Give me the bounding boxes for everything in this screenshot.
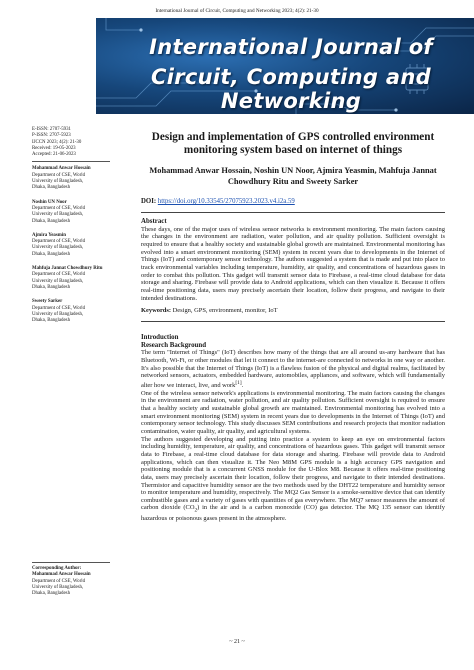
affiliation-name: Ajmira Yeasmin bbox=[32, 232, 66, 238]
divider bbox=[141, 212, 445, 213]
affiliation-line: Department of CSE, World bbox=[32, 172, 86, 178]
affiliation-line: Dhaka, Bangladesh bbox=[32, 318, 71, 324]
doi-link[interactable]: https://doi.org/10.33545/27075923.2023.v4.i2a.59 bbox=[157, 198, 295, 206]
affiliation-block bbox=[32, 233, 124, 258]
divider bbox=[141, 321, 445, 322]
p-issn: P-ISSN: 2707-5923 bbox=[32, 133, 71, 139]
article-body bbox=[141, 131, 445, 523]
introduction-heading: Introduction bbox=[141, 333, 179, 341]
affiliation-line: Dhaka, Bangladesh bbox=[32, 185, 71, 191]
affiliation-name: Mahfuja Jannat Chowdhury Ritu bbox=[32, 266, 103, 272]
affiliation-line: Department of CSE, World bbox=[32, 239, 86, 245]
paragraph-text: ) in the air and is a carbon monoxide (CO) gas detector. The MQ 135 sensor can identify hazardous or poisonous gases present in the atmosphere. bbox=[141, 504, 445, 523]
divider bbox=[32, 161, 110, 162]
keywords-text: Design, GPS, environment, monitor, IoT bbox=[172, 307, 278, 315]
corresponding-line: Dhaka, Bangladesh bbox=[32, 591, 71, 597]
page-number: ~ 21 ~ bbox=[229, 639, 245, 645]
affiliation-line: Department of CSE, World bbox=[32, 205, 86, 211]
corresponding-line: University of Bangladesh, bbox=[32, 584, 84, 590]
keywords-label: Keywords: bbox=[141, 307, 172, 315]
affiliation-name: Sweety Sarker bbox=[32, 299, 63, 305]
paragraph-text: The authors suggested developing and putting into practice a system to keep an eye on environmental factors including humidity, temperature, air quality, and concentrations of hazardous gases. This gadget will transmit sensor data to Firebase, a real-time cloud database for data storage and sharing. Firebase will provide data to Android applications, which can then visualize it. The Neo M8M GPS module is a high accuracy GPS navigation and positioning module that is a concurrent GNSS module for the U-Blox M8. Because it offers real-time positioning data, users may precisely ascertain their location, follow their progress, and navigate to their intended destinations. Thermistor and capacitive humidity sensor are the two methods used by the DHT22 temperature and humidity sensor to monitor temperature and humidity, respectively. The MQ2 Gas Sensor is a smoke-sensitive device that can identify combustible gases and a variety of gases with quantities of gas everywhere. The MQ7 sensor measures the amount of carbon dioxide (CO bbox=[141, 435, 445, 512]
corresponding-author bbox=[32, 562, 124, 597]
running-head: International Journal of Circuit, Computing and Networking 2023; 4(2): 21-30 bbox=[155, 8, 319, 14]
affiliation-line: Dhaka, Bangladesh bbox=[32, 218, 71, 224]
affiliation-block bbox=[32, 166, 124, 191]
affiliation-line: Dhaka, Bangladesh bbox=[32, 251, 71, 257]
corresponding-name: Mohammad Anwar Hossain bbox=[32, 572, 91, 578]
affiliation-line: University of Bangladesh, bbox=[32, 212, 84, 218]
subscript: 2 bbox=[194, 507, 198, 514]
paragraph: The term "Internet of Things" (IoT) describes how many of the things that are all around us-any hardware that has Bluetooth, Wi-Fi, or other modules that let it connect to the internet-are connected to networks in one way or another. It's also possible that the Internet of Things (IoT) is a flawless fusion of the physical and digital realms, facilitated by networked sensors, actuators, embedded hardware, automobiles, appliances, and software, which will fundamentally alter how we interact, live, and work[1]. bbox=[141, 349, 445, 389]
affiliation-line: Department of CSE, World bbox=[32, 305, 86, 311]
corresponding-heading: Corresponding Author: bbox=[32, 566, 82, 571]
article-authors: Mohammad Anwar Hossain, Noshin UN Noor, Ajmira Yeasmin, Mahfuja Jannat Chowdhury Ritu and Sweety Sarker bbox=[149, 166, 437, 186]
research-background-heading: Research Background bbox=[141, 341, 207, 349]
doi-label: DOI: bbox=[141, 198, 157, 206]
article-meta bbox=[32, 127, 124, 158]
journal-citation: IJCCN 2023; 4(2): 21-30 bbox=[32, 139, 82, 145]
affiliation-line: Dhaka, Bangladesh bbox=[32, 284, 71, 290]
affiliation-name: Noshin UN Noor bbox=[32, 199, 67, 205]
affiliation-name: Mohammad Anwar Hossain bbox=[32, 166, 91, 172]
doi-line bbox=[141, 198, 445, 206]
affiliation-block bbox=[32, 200, 124, 225]
banner-title-line1: International Journal of bbox=[149, 35, 433, 59]
affiliation-line: University of Bangladesh, bbox=[32, 179, 84, 185]
paragraph: One of the wireless sensor network's applications is environmental monitoring. The main factors causing the changes in the environment are radiation, water pollution, and air quality pollution. Sufficient oversight is required to ensure that a healthy society and sustainable global growth are maintained. Environmental monitoring has evolved into a smart environment monitoring (SEM) system in recent years due to developments in the Internet of Things (IoT) and contemporary sensor technology. This study discusses SEM contributions and research projects that monitor radiation contamination, water quality, air quality, and agricultural systems. bbox=[141, 389, 445, 435]
banner-title-line2: Circuit, Computing and Networking bbox=[151, 65, 431, 113]
affiliation-line: University of Bangladesh, bbox=[32, 278, 84, 284]
accepted-date: Accepted: 21-06-2023 bbox=[32, 152, 76, 158]
affiliation-block bbox=[32, 266, 124, 291]
received-date: Received: 19-05-2023 bbox=[32, 145, 76, 151]
paragraph-text: The term "Internet of Things" (IoT) describes how many of the things that are all around us-any hardware that has Bluetooth, Wi-Fi, or other modules that let it connect to the internet-are connected to networks in one way or another. It's also possible that the Internet of Things (IoT) is a flawless fusion of the physical and digital realms, facilitated by networked sensors, actuators, embedded hardware, automobiles, appliances, and software, which will fundamentally alter how we interact, live, and work bbox=[141, 349, 445, 389]
corresponding-line: Department of CSE, World bbox=[32, 578, 86, 584]
article-title: Design and implementation of GPS controlled environment monitoring system based on internet of things bbox=[151, 131, 435, 156]
keywords-line bbox=[141, 307, 445, 315]
affiliation-block bbox=[32, 299, 124, 324]
e-issn: E-ISSN: 2707-5931 bbox=[32, 127, 71, 132]
citation-ref: [1] bbox=[235, 379, 242, 386]
affiliation-line: Department of CSE, World bbox=[32, 272, 86, 278]
sidebar bbox=[32, 127, 124, 332]
paragraph bbox=[141, 436, 445, 524]
affiliation-line: University of Bangladesh, bbox=[32, 311, 84, 317]
journal-banner bbox=[96, 18, 474, 114]
abstract-text: These days, one of the major uses of wireless sensor networks is environment monitoring. The main factors causing the changes in the environment are radiation, water pollution, and air quality pollution. Sufficient oversight is required to ensure that a healthy society and sustainable global growth are maintained. Environmental monitoring has evolved into a smart environment monitoring (SEM) system in recent years due to developments in the Internet of Things (IoT) and contemporary sensor technology. The authors suggested a system that is made and put into place to track environmental variables including temperature, humidity, air quality, and concentrations of hazardous gases in order to combat this pollution. This gadget will transmit sensor data to Firebase, a real-time cloud database for data storage and sharing. Firebase will provide data to Android applications, which can then visualize it. Because it offers real-time positioning data, users may precisely ascertain their location, follow their progress, and navigate to their intended destinations. bbox=[141, 225, 445, 302]
abstract-heading: Abstract bbox=[141, 218, 167, 226]
affiliation-line: University of Bangladesh, bbox=[32, 245, 84, 251]
divider bbox=[32, 562, 110, 563]
